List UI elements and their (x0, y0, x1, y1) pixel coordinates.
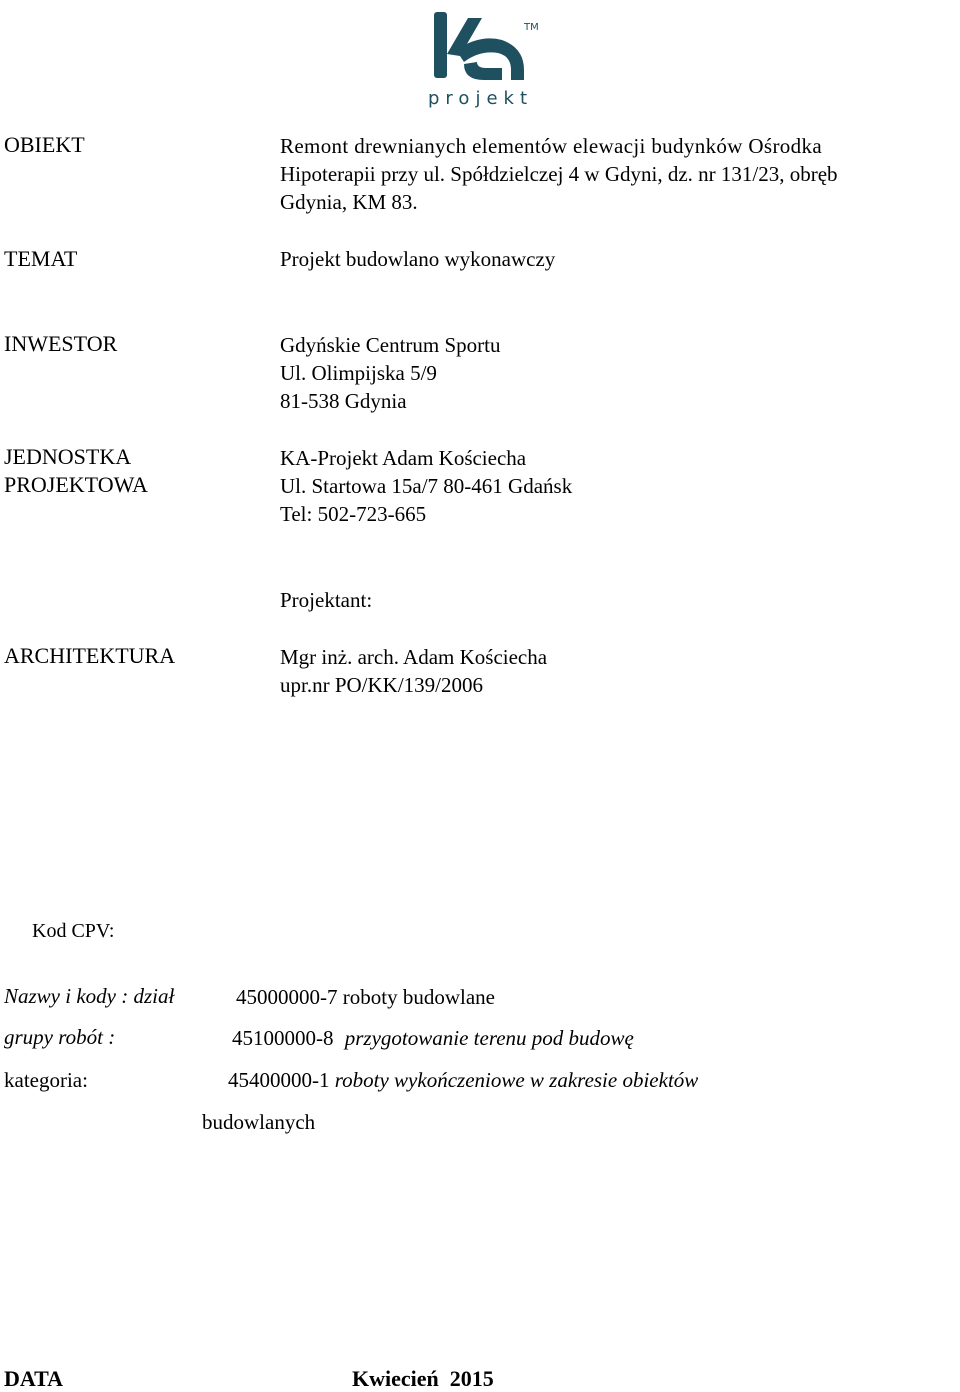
jednostka-line-3: Tel: 502-723-665 (280, 502, 427, 526)
temat-label: TEMAT (4, 246, 78, 271)
cpv-continuation: budowlanych (202, 1110, 316, 1134)
inwestor-label: INWESTOR (4, 331, 118, 356)
projektant-heading: Projektant: (280, 588, 373, 612)
date-value: Kwiecień 2015 (352, 1366, 494, 1391)
architektura-label: ARCHITEKTURA (4, 643, 176, 668)
jednostka-label-1: JEDNOSTKA (4, 444, 132, 469)
obiekt-line-2: Hipoterapii przy ul. Spółdzielczej 4 w Gdyni, dz. nr 131/23, obręb (280, 162, 838, 186)
inwestor-line-3: 81-538 Gdynia (280, 389, 407, 413)
cpv-label-grupy: grupy robót : (4, 1025, 116, 1049)
jednostka-line-1: KA-Projekt Adam Kościecha (280, 446, 527, 470)
date-label: DATA (4, 1366, 64, 1391)
cpv-label-dzial: Nazwy i kody : dział (4, 984, 175, 1008)
cpv-heading: Kod CPV: (32, 920, 115, 942)
cpv-desc: przygotowanie terenu pod budowę (344, 1026, 634, 1050)
cpv-desc: roboty budowlane (342, 985, 495, 1009)
jednostka-label-2: PROJEKTOWA (4, 472, 148, 497)
cpv-desc: roboty wykończeniowe w zakresie obiektów (334, 1068, 699, 1092)
cpv-label-kategoria: kategoria: (4, 1068, 88, 1092)
obiekt-line-3: Gdynia, KM 83. (280, 190, 418, 214)
projektant-name: Mgr inż. arch. Adam Kościecha (280, 645, 548, 669)
cpv-code: 45400000-1 (228, 1068, 330, 1092)
logo-brand-text: projekt (428, 88, 533, 109)
cpv-dzial-row (236, 985, 495, 1010)
inwestor-line-2: Ul. Olimpijska 5/9 (280, 361, 437, 385)
ka-projekt-logo (420, 4, 545, 114)
cpv-grupy-row (232, 1026, 634, 1051)
cpv-code: 45100000-8 (232, 1026, 334, 1050)
obiekt-label: OBIEKT (4, 132, 85, 157)
trademark-mark: TM (524, 22, 539, 33)
jednostka-line-2: Ul. Startowa 15a/7 80-461 Gdańsk (280, 474, 573, 498)
cpv-code: 45000000-7 (236, 985, 338, 1009)
cpv-kategoria-row (228, 1068, 698, 1093)
obiekt-line-1: Remont drewnianych elementów elewacji budynków Ośrodka (280, 134, 823, 158)
temat-value: Projekt budowlano wykonawczy (280, 247, 556, 271)
inwestor-line-1: Gdyńskie Centrum Sportu (280, 333, 501, 357)
projektant-license: upr.nr PO/KK/139/2006 (280, 673, 484, 697)
